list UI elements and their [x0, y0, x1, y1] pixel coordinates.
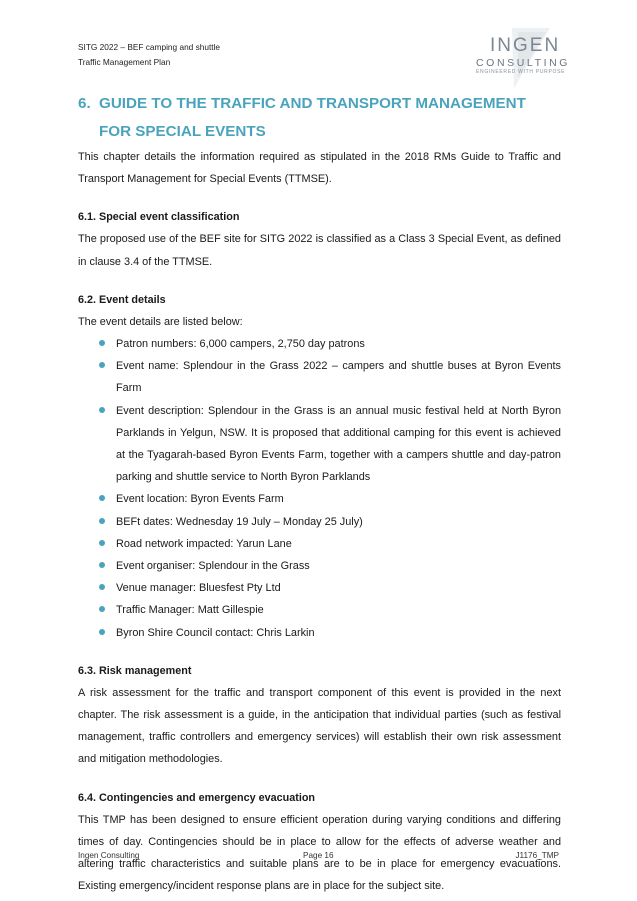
list-item: Event name: Splendour in the Grass 2022 – campers and shuttle buses at Byron Events Farm: [78, 355, 561, 399]
list-item: BEFt dates: Wednesday 19 July – Monday 25 July): [78, 511, 561, 533]
contingencies-text: This TMP has been designed to ensure efficient operation during varying conditions and differing times of day. Contingencies should be in place to allow for the effects of adverse weather and altering traffic characteristics and suitable plans are to be in place for emergency evacuations. Existing emergency/incident response plans are in place for the subject site.: [78, 813, 561, 893]
list-item: Event description: Splendour in the Grass is an annual music festival held at North Byron Parklands in Yelgun, NSW. It is proposed that additional camping for this event is achieved at the Tyagarah-based Byron Events Farm, together with a campers shuttle and day-patron parking and shuttle service to North Byron Parklands: [78, 400, 561, 489]
logo-subtitle: CONSULTING: [476, 57, 571, 69]
bullet-icon: [99, 629, 105, 635]
event-details-list: [78, 333, 561, 644]
chapter-number: 6.: [78, 95, 91, 112]
footer-company: Ingen Consulting: [78, 851, 140, 860]
chapter-title: GUIDE TO THE TRAFFIC AND TRANSPORT MANAGEMENT FOR SPECIAL EVENTS: [99, 95, 526, 140]
bullet-icon: [99, 340, 105, 346]
document-header: [78, 40, 220, 69]
section-heading-details: 6.2. Event details: [78, 293, 166, 306]
section-heading-classification: 6.1. Special event classification: [78, 211, 240, 224]
header-document-title: Traffic Management Plan: [78, 56, 171, 67]
bullet-icon: [99, 362, 105, 368]
bullet-icon: [99, 495, 105, 501]
list-item: Traffic Manager: Matt Gillespie: [78, 599, 561, 621]
bullet-icon: [99, 407, 105, 413]
header-project-title: SITG 2022 – BEF camping and shuttle: [78, 42, 221, 52]
list-item: Patron numbers: 6,000 campers, 2,750 day patrons: [78, 333, 561, 355]
logo-tagline: ENGINEERED WITH PURPOSE: [476, 69, 566, 75]
list-item: Venue manager: Bluesfest Pty Ltd: [78, 577, 561, 599]
list-item: Event organiser: Splendour in the Grass: [78, 555, 561, 577]
footer-page-number: Page 16: [303, 851, 334, 860]
section-heading-risk: 6.3. Risk management: [78, 664, 192, 677]
logo-wordmark: INGEN: [490, 35, 561, 56]
page-content: [78, 90, 561, 897]
bullet-icon: [99, 584, 105, 590]
bullet-icon: [99, 518, 105, 524]
bullet-icon: [99, 606, 105, 612]
details-lead: The event details are listed below:: [78, 315, 243, 328]
classification-text: The proposed use of the BEF site for SITG 2022 is classified as a Class 3 Special Event, as defined in clause 3.4 of the TTMSE.: [78, 233, 561, 268]
list-item: Road network impacted: Yarun Lane: [78, 533, 561, 555]
company-logo: [470, 26, 571, 90]
chapter-heading: [78, 90, 561, 146]
footer-document-code: J1176_TMP: [515, 851, 559, 860]
bullet-icon: [99, 540, 105, 546]
bullet-icon: [99, 562, 105, 568]
list-item: Byron Shire Council contact: Chris Larkin: [78, 622, 561, 644]
chapter-intro: This chapter details the information required as stipulated in the 2018 RMs Guide to Traffic and Transport Management for Special Events (TTMSE).: [78, 151, 561, 186]
section-heading-contingencies: 6.4. Contingencies and emergency evacuation: [78, 791, 316, 804]
risk-text: A risk assessment for the traffic and transport component of this event is provided in the next chapter. The risk assessment is a guide, in the anticipation that individual parties (such as festival management, traffic controllers and emergency services) will establish their own risk assessment and mitigation methodologies.: [78, 686, 561, 766]
list-item: Event location: Byron Events Farm: [78, 488, 561, 510]
